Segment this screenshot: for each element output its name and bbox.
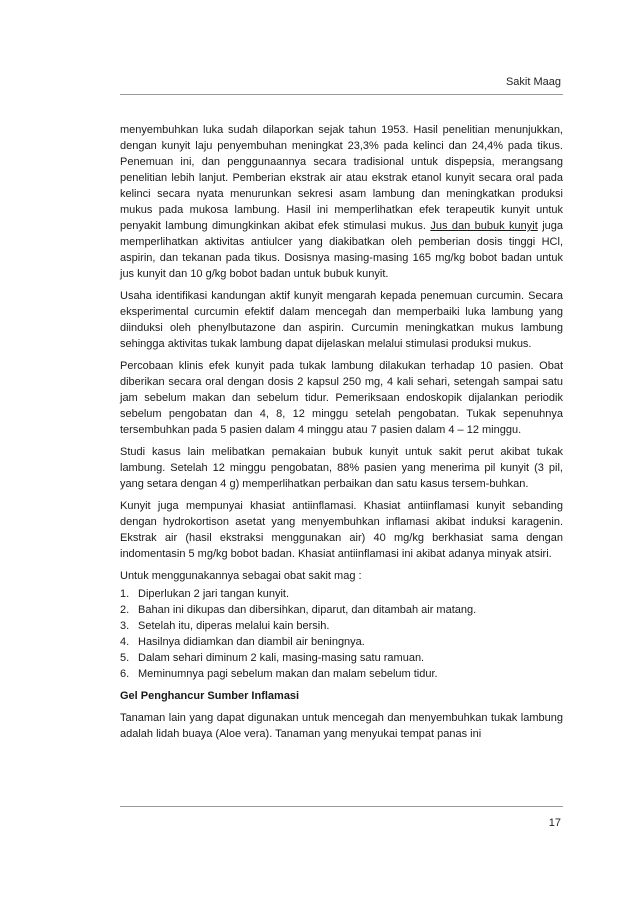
list-item (120, 586, 563, 602)
list-item (120, 602, 563, 618)
section-heading: Gel Penghancur Sumber Inflamasi (120, 690, 300, 702)
paragraph-1-part-a: menyembuhkan luka sudah dilaporkan sejak tahun 1953. Hasil penelitian menunjukkan, dengan kunyit laju penyembuhan meningkat 23,3% pada kelinci dan 24,4% pada tikus. Penemuan ini, dan penggunaannya secara tradisional untuk dispepsia, merangsang penelitian lebih lanjut. Pemberian ekstrak air atau ekstrak etanol kunyit secara oral pada kelinci secara nyata menurunkan sekresi asam lambung dan meningkatkan produksi mukus pada mukosa lambung. Hasil ini memperlihatkan efek terapeutik kunyit untuk penyakit lambung dimungkinkan akibat efek stimulasi mukus. (120, 124, 563, 232)
paragraph-4: Studi kasus lain melibatkan pemakaian bubuk kunyit untuk sakit perut akibat tukak lambung. Setelah 12 minggu pengobatan, 88% pasien yang menerima pil kunyit (3 pil, yang setara dengan 4 g) memperlihatkan perbaikan dan satu kasus tersem-buhkan. (120, 446, 563, 490)
list-item (120, 666, 563, 682)
list-item-text: Meminumnya pagi sebelum makan dan malam sebelum tidur. (138, 668, 438, 680)
list-item-text: Dalam sehari diminum 2 kali, masing-masing satu ramuan. (138, 652, 425, 664)
list-item-text: Diperlukan 2 jari tangan kunyit. (138, 588, 290, 600)
list-item-text: Bahan ini dikupas dan dibersihkan, diparut, dan ditambah air matang. (138, 604, 477, 616)
header-divider (120, 94, 563, 95)
paragraph-1 (120, 122, 563, 282)
page-body (120, 122, 563, 748)
paragraph-2: Usaha identifikasi kandungan aktif kunyit mengarah kepada penemuan curcumin. Secara eksperimental curcumin efektif dalam mencegah dan memperbaiki luka lambung yang diinduksi oleh phenylbutazone dan aspirin. Curcumin meningkatkan mukus lambung sehingga aktivitas tukak lambung dapat dijelaskan melalui stimulasi produksi mukus. (120, 290, 563, 350)
paragraph-1-part-b: juga memperlihatkan aktivitas antiulcer yang diakibatkan oleh pemberian dosis tinggi HCl, aspirin, dan tekanan pada tikus. Dosisnya masing-masing 165 mg/kg bobot badan untuk jus kunyit dan 10 g/kg bobot badan untuk bubuk kunyit. (120, 220, 563, 280)
list-item (120, 618, 563, 634)
list-item-number: 5. (120, 652, 130, 664)
paragraph-6: Untuk menggunakannya sebagai obat sakit mag : (120, 570, 362, 582)
paragraph-5: Kunyit juga mempunyai khasiat antiinflamasi. Khasiat antiinflamasi kunyit sebanding dengan hydrokortison asetat yang menyembuhkan inflamasi akibat induksi karagenin. Ekstrak air (hasil ekstraksi menggunakan air) 40 mg/kg berkhasiat sama dengan indomentasin 5 mg/kg bobot badan. Khasiat antiinflamasi ini akibat adanya minyak atsiri. (120, 500, 563, 560)
list-item-number: 1. (120, 588, 130, 600)
instruction-list (120, 586, 563, 682)
footer-divider (120, 806, 563, 807)
list-item-number: 4. (120, 636, 130, 648)
paragraph-3: Percobaan klinis efek kunyit pada tukak lambung dilakukan terhadap 10 pasien. Obat diberikan secara oral dengan dosis 2 kapsul 250 mg, 4 kali sehari, setengah sampai satu jam sebelum makan dan sebelum tidur. Pemeriksaan endoskopik dijalankan periodik sebelum pengobatan dan 4, 8, 12 minggu setelah pengobatan. Tukak sepenuhnya tersembuhkan pada 5 pasien dalam 4 minggu atau 7 pasien dalam 4 – 12 minggu. (120, 360, 563, 436)
list-item-number: 3. (120, 620, 130, 632)
list-item-text: Setelah itu, diperas melalui kain bersih. (138, 620, 330, 632)
list-item-number: 2. (120, 604, 130, 616)
list-item-number: 6. (120, 668, 130, 680)
running-header: Sakit Maag (505, 76, 561, 88)
list-item-text: Hasilnya didiamkan dan diambil air beningnya. (138, 636, 365, 648)
underlined-phrase: Jus dan bubuk kunyit (430, 220, 538, 232)
list-item (120, 650, 563, 666)
paragraph-7: Tanaman lain yang dapat digunakan untuk mencegah dan menyembuhkan tukak lambung adalah lidah buaya (Aloe vera). Tanaman yang menyukai tempat panas ini (120, 712, 563, 740)
page-number: 17 (548, 817, 561, 829)
list-item (120, 634, 563, 650)
